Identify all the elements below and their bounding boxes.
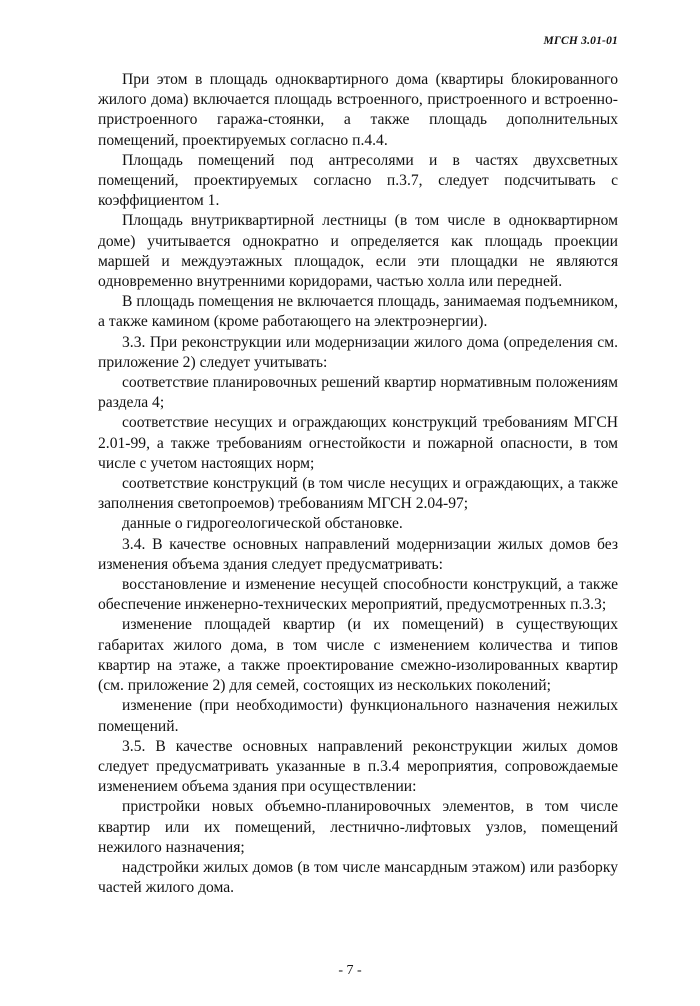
document-code: МГСН 3.01-01 xyxy=(543,35,618,47)
paragraph-excluded-area: В площадь помещения не включается площадь, занимаемая подъемником, а также камином (кроме работающего на электроэнергии). xyxy=(98,293,618,331)
body-text xyxy=(98,70,618,898)
clause-3-5: 3.5. В качестве основных направлений реконструкции жилых домов следует предусматривать указанные в п.3.4 мероприятия, сопровождаемые изменением объема здания при осуществлении: xyxy=(98,737,618,796)
clause-3-5-item-2: надстройки жилых домов (в том числе мансардным этажом) или разборку частей жилого дома. xyxy=(98,858,618,897)
clause-3-3-item-2: соответствие несущих и ограждающих конструкций требованиям МГСН 2.01-99, а также требованиям огнестойкости и пожарной опасности, в том числе с учетом настоящих норм; xyxy=(98,414,618,472)
page-number: - 7 - xyxy=(338,963,362,978)
clause-3-3-item-4: данные о гидрогеологической обстановке. xyxy=(122,515,403,533)
paragraph-staircase-area: Площадь внутриквартирной лестницы (в том числе в одноквартирном доме) учитывается однократно и определяется как площадь проекции маршей и междуэтажных площадок, если эти площадки не являются одновременно внутренними коридорами, частью холла или передней. xyxy=(98,212,618,291)
clause-3-4-item-2: изменение площадей квартир (и их помещений) в существующих габаритах жилого дома, в том числе с изменением количества и типов квартир на этаже, а также проектирование смежно-изолированных квартир (см. приложение 2) для семей, состоящих из нескольких поколений; xyxy=(98,616,618,695)
paragraph-mezzanine-area: Площадь помещений под антресолями и в частях двухсветных помещений, проектируемых согласно п.3.7, следует подсчитывать с коэффициентом 1. xyxy=(98,151,618,210)
clause-3-4-item-3: изменение (при необходимости) функционального назначения нежилых помещений. xyxy=(98,697,618,735)
clause-3-4-item-1: восстановление и изменение несущей способности конструкций, а также обеспечение инженерно-технических мероприятий, предусмотренных п.3.3; xyxy=(98,576,618,614)
clause-3-5-item-1: пристройки новых объемно-планировочных элементов, в том числе квартир или их помещений, лестнично-лифтовых узлов, помещений нежилого назначения; xyxy=(98,798,618,856)
clause-3-3-item-1: соответствие планировочных решений квартир нормативным положениям раздела 4; xyxy=(98,374,618,412)
clause-3-4: 3.4. В качестве основных направлений модернизации жилых домов без изменения объема здания следует предусматривать: xyxy=(98,535,618,573)
clause-3-3-item-3: соответствие конструкций (в том числе несущих и ограждающих, а также заполнения светопроемов) требованиям МГСН 2.04-97; xyxy=(98,475,618,513)
paragraph-house-area: При этом в площадь одноквартирного дома (квартиры блокированного жилого дома) включается площадь встроенного, пристроенного и встроенно-пристроенного гаража-стоянки, а также площадь дополнительных помещений, проектируемых согласно п.4.4. xyxy=(98,71,618,149)
clause-3-3: 3.3. При реконструкции или модернизации жилого дома (определения см. приложение 2) следует учитывать: xyxy=(98,333,618,371)
